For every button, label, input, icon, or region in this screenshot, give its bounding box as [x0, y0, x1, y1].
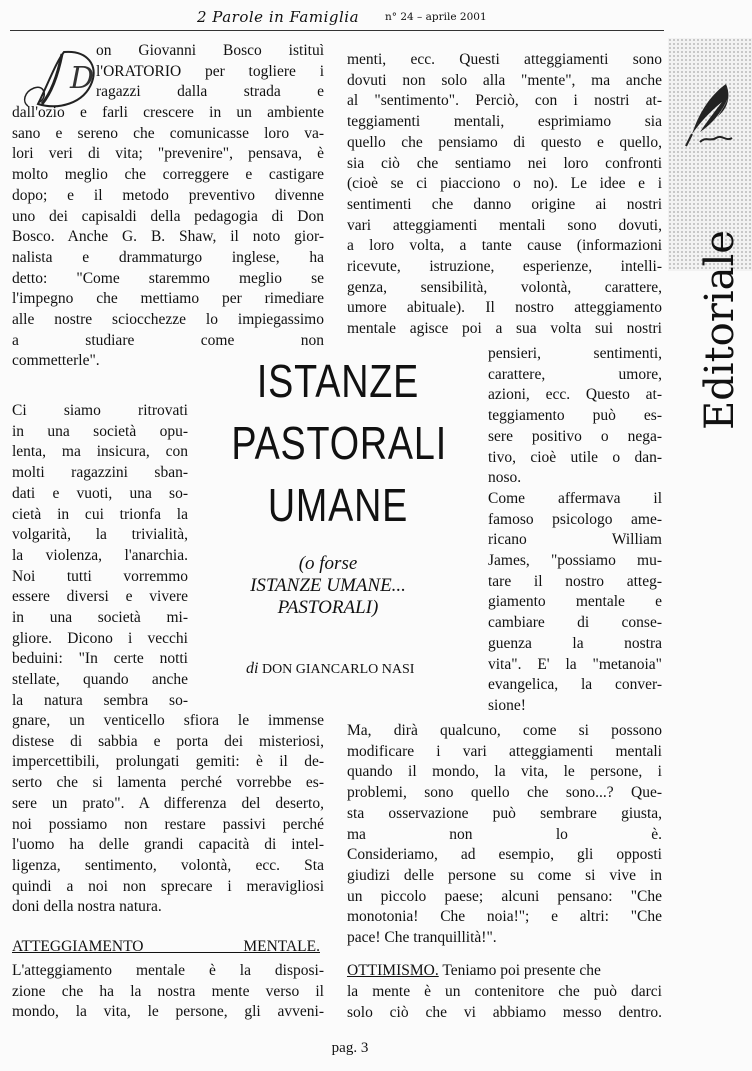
title-line-1: ISTANZE [256, 355, 420, 407]
text-line: doni della nostra natura. [12, 898, 162, 916]
text-line: pensieri, sentimenti, [488, 345, 662, 362]
text-line: sentimenti che danno origine ai nostri [347, 195, 662, 213]
text-line: pace! Che tranquillità!". [347, 929, 497, 946]
text-line: beduini: "In certe notti [12, 650, 188, 668]
text-line: famoso psicologo ame- [488, 510, 662, 528]
text-line: dovuti non solo alla "mente", ma anche [347, 71, 662, 89]
dropcap-letter: D [70, 61, 95, 96]
text-line: uno dei capisaldi della pedagogia di Don [12, 207, 324, 225]
subtitle-line-3: PASTORALI) [277, 597, 379, 618]
text-line: quello che pensiamo di questo e quello, [347, 133, 662, 151]
text-line: sere un prato". A differenza del deserto, [12, 794, 324, 812]
text-line: volgarità, la trivialità, [12, 526, 188, 544]
text-line: ragazzi dalla strada e [96, 83, 324, 101]
text-line: molto meglio che correggere e castigare [12, 166, 324, 184]
text-line: monotonia! Che noia!"; e altri: "Che [347, 908, 662, 926]
header-rule [10, 30, 664, 31]
quill-pen-icon [682, 80, 738, 150]
subtitle-line-1: (o forse [298, 553, 358, 574]
text-line: a loro volta, a tante cause (informazioni [347, 237, 662, 255]
text-line: l'ORATORIO per togliere i [96, 62, 324, 80]
text-line: in una società mi- [12, 609, 188, 626]
text-line: noi possiamo non restare passivi perché [12, 815, 324, 833]
text-line: a studiare come non [12, 331, 324, 349]
text-line: on Giovanni Bosco istituì [96, 42, 324, 59]
text-line: teggiamenti mentali, esprimiamo sia [347, 113, 662, 131]
text-line: guenza la nostra [488, 634, 662, 652]
text-line: lori veri di vita; "prevenire", pensava, è [12, 145, 324, 163]
text-line: sione! [488, 696, 526, 714]
text-line: quando il mondo, la vita, le persone, i [347, 763, 662, 781]
text-line: gnare, un venticello sfiora le immense [12, 712, 324, 729]
text-line: un piccolo paese; alcuni pensano: "Che [347, 887, 662, 905]
text-line: sia ciò che sentiamo nei loro confronti [347, 154, 662, 172]
text-line: Noi tutti vorremmo [12, 567, 188, 585]
text-line: alle nostre sciocchezze lo impiegassimo [12, 311, 324, 328]
publication-title: 2 Parole in Famiglia [197, 8, 360, 26]
text-line: in una società opu- [12, 422, 188, 440]
text-line: ligenza, sentimento, volontà, ecc. Sta [12, 856, 324, 874]
text-line: modificare i vari atteggiamenti mentali [347, 742, 662, 760]
title-line-3: UMANE [267, 479, 409, 531]
section-label: Editoriale [697, 230, 743, 430]
text-line: solo ciò che vi abbiamo messo dentro. [347, 1003, 662, 1021]
text-line: commetterle". [12, 352, 100, 370]
text-line: nalista e drammaturgo inglese, ha [12, 248, 324, 266]
text-line: lenta, ma insicura, con [12, 443, 188, 461]
text-line: Consideriamo, ad esempio, gli opposti [347, 846, 662, 864]
text-line: detto: "Come staremmo meglio se [12, 269, 324, 287]
text-line: gliore. Dicono i vecchi [12, 629, 188, 647]
text-line: quindi a noi non sprecare i meravigliosi [12, 877, 324, 895]
text-line: umore abituale). Il nostro atteggiamento [347, 299, 662, 317]
text-line: sere positivo o nega- [488, 427, 662, 445]
text-line: essere diversi e vivere [12, 588, 188, 606]
text-line: dall'ozio e farli crescere in un ambiente [12, 104, 324, 121]
text-line: teggiamento può es- [488, 407, 662, 425]
text-line: serto che si lamenta perché vorrebbe es- [12, 774, 324, 792]
issue-info: n° 24 – aprile 2001 [385, 11, 487, 23]
text-line: genza, sensibilità, volontà, carattere, [347, 278, 662, 296]
text-line: l'impegno che mettiamo per rimediare [12, 290, 324, 308]
text-line: giudizi delle persone su come si vive in [347, 866, 662, 884]
text-line: azioni, ecc. Questo at- [488, 386, 662, 404]
text-line: tivo, cioè utile o dan- [488, 448, 662, 466]
text-line: mentale agisce poi a sua volta sui nostri [347, 320, 662, 338]
text-line: Come affermava il [488, 489, 662, 507]
heading-atteggiamento: ATTEGGIAMENTO MENTALE. [12, 938, 320, 955]
text-line: problemi, sono quello che sono...? Que- [347, 784, 662, 802]
text-line: ricano William [488, 531, 662, 549]
text-line: Ma, dirà qualcuno, come si possono [347, 722, 662, 739]
text-line: cietà in cui trionfa la [12, 505, 188, 523]
text-line: noso. [488, 469, 522, 487]
text-line: tare il nostro atteg- [488, 572, 662, 590]
text-line: James, "possiamo mu- [488, 552, 662, 569]
page-number: pag. 3 [331, 1040, 369, 1056]
ottimismo-first-line: OTTIMISMO. Teniamo poi presente che [347, 962, 601, 979]
text-line: L'atteggiamento mentale è la disposi- [12, 962, 324, 979]
text-line: la violenza, l'anarchia. [12, 546, 188, 564]
text-line: (cioè se ci piacciono o no). Le idee e i [347, 175, 662, 193]
text-line: cambiare di conse- [488, 614, 662, 632]
text-line: mondo, la vita, le persone, gli avveni- [12, 1003, 324, 1021]
text-line: distese di sabbia e porta dei misteriosi, [12, 732, 324, 750]
text-line: Bosco. Anche G. B. Shaw, il noto gior- [12, 228, 324, 246]
text-line: ricevute, istruzione, esperienze, intelli- [347, 258, 662, 275]
text-line: evangelica, la conver- [488, 676, 662, 694]
text-line: vari atteggiamenti mentali sono dovuti, [347, 216, 662, 234]
heading-ottimismo: OTTIMISMO. [347, 962, 439, 979]
text-line: al "sentimento". Perciò, con i nostri at- [347, 92, 662, 110]
text-line: stellate, quando anche [12, 671, 188, 689]
text-line: Ci siamo ritrovati [12, 402, 188, 419]
text-line: sano e sereno che comunicasse loro va- [12, 124, 324, 142]
text-line: la mente è un contenitore che può darci [347, 983, 662, 1000]
text-line: zione che ha la nostra mente verso il [12, 982, 324, 1000]
text-line: carattere, umore, [488, 365, 662, 383]
text-line: impercettibili, prolungati gemiti: è il de- [12, 753, 324, 771]
text-line: vita". E' la "metanoia" [488, 655, 662, 673]
text-line: giamento mentale e [488, 593, 662, 611]
subtitle-line-2: ISTANZE UMANE... [250, 575, 406, 596]
text-line: la natura sembra so- [12, 691, 188, 709]
title-line-2: PASTORALI [231, 417, 448, 469]
text-line: sta osservazione può sembrare giusta, [347, 804, 662, 822]
text-line: ma non lo è. [347, 825, 662, 843]
text-line: menti, ecc. Questi atteggiamenti sono [347, 51, 662, 68]
text-line: molti ragazzini sban- [12, 464, 188, 482]
text-line: dati e vuoti, una so- [12, 484, 188, 502]
text-line: l'uomo ha delle grandi capacità di intel- [12, 836, 324, 854]
text-line: dopo; e il metodo preventivo divenne [12, 186, 324, 204]
byline: di DON GIANCARLO NASI [246, 660, 415, 677]
